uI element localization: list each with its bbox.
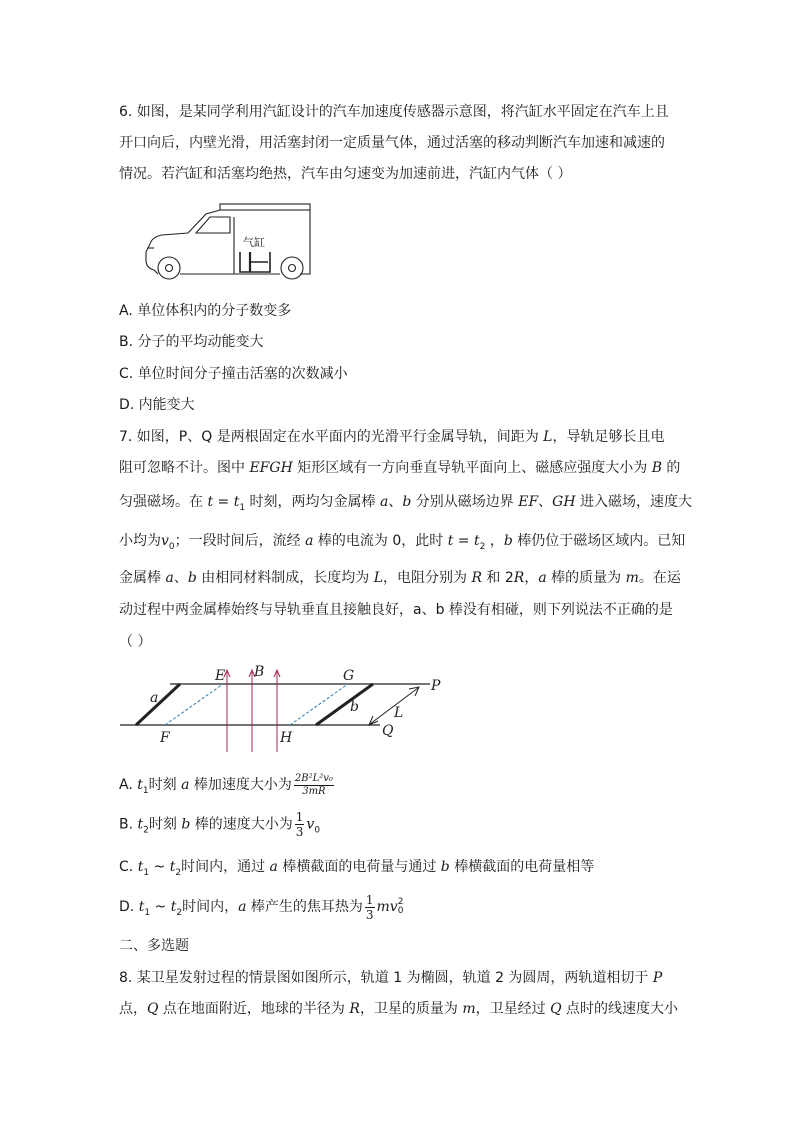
boundary-gh bbox=[290, 684, 348, 725]
q7-text-line-1: 7. 如图，P、Q 是两根固定在水平面内的光滑平行金属导轨，间距为 L，导轨足够长且电 bbox=[119, 429, 665, 445]
q7-text-line-7: （ ） bbox=[119, 634, 152, 650]
q6-text-line-3: 情况。若汽缸和活塞均绝热，汽车由匀速变为加速前进，汽缸内气体（ ） bbox=[119, 166, 572, 182]
q8-text-line-1: 8. 某卫星发射过程的情景图如图所示，轨道 1 为椭圆，轨道 2 为圆周，两轨道相切于 P bbox=[119, 970, 663, 986]
rear-wheel bbox=[281, 257, 303, 279]
heat-fraction: $\frac{1}{3}$ bbox=[365, 892, 374, 922]
q7-option-d[interactable]: D. $t_1$ ~ $t_2$时间内，a 棒产生的焦耳热为 $\frac{1}{3}$ mv 2 0 bbox=[119, 892, 404, 922]
accel-fraction: $\frac{\text{2B²L²v₀}}{3mR}$ bbox=[294, 772, 333, 797]
front-wheel bbox=[158, 257, 180, 279]
label-bar-a: a bbox=[150, 690, 159, 706]
label-q: Q bbox=[382, 723, 394, 739]
q6-option-a[interactable]: A. 单位体积内的分子数变多 bbox=[119, 303, 292, 319]
label-h: H bbox=[280, 730, 293, 746]
rails-figure bbox=[118, 660, 458, 760]
q7-text-line-6: 动过程中两金属棒始终与导轨垂直且接触良好，a、b 棒没有相碰，则下列说法不正确的是 bbox=[119, 602, 673, 618]
q7-text-line-4: 小均为$v_0$；一段时间后，流经 a 棒的电流为 0，此时 $t = t_2$ ，b 棒仍位于磁场区域内。已知 bbox=[119, 533, 686, 552]
bar-b bbox=[316, 684, 373, 725]
label-f: F bbox=[160, 730, 170, 746]
label-field-b: B bbox=[254, 664, 265, 680]
cylinder-label: 气缸 bbox=[243, 236, 265, 249]
car-roof-rack bbox=[220, 204, 310, 210]
speed-fraction: $\frac{1}{3}$ bbox=[295, 810, 304, 839]
q7-option-a[interactable]: A. $t_1$时刻 a 棒加速度大小为 $\frac{\text{2B²L²v₀}}{3mR}$ bbox=[119, 772, 333, 797]
q6-text-line-1: 6. 如图，是某同学利用汽缸设计的汽车加速度传感器示意图，将汽缸水平固定在汽车上且 bbox=[119, 104, 669, 120]
q7-text-line-5: 金属棒 a、b 由相同材料制成，长度均为 L，电阻分别为 R 和 2R，a 棒的质量为 m。在运 bbox=[119, 570, 681, 586]
q7-text-line-3: 匀强磁场。在 $t = t_1$ 时刻，两均匀金属棒 a、b 分别从磁场边界 EF、GH 进入磁场，速度大 bbox=[119, 494, 693, 513]
q6-text-line-2: 开口向后，内壁光滑，用活塞封闭一定质量气体，通过活塞的移动判断汽车加速和减速的 bbox=[119, 135, 665, 151]
section-heading: 二、多选题 bbox=[119, 938, 189, 954]
label-g: G bbox=[343, 668, 355, 684]
q7-option-c[interactable]: C. $t_1$ ~ $t_2$时间内，通过 a 棒横截面的电荷量与通过 b 棒横截面的电荷量相等 bbox=[119, 859, 595, 878]
q8-text-line-2: 点，Q 点在地面附近，地球的半径为 R，卫星的质量为 m，卫星经过 Q 点时的线速度大小 bbox=[119, 1001, 679, 1017]
label-l: L bbox=[394, 705, 404, 721]
car-cylinder-figure bbox=[140, 200, 325, 282]
q6-option-b[interactable]: B. 分子的平均动能变大 bbox=[119, 334, 264, 350]
q6-option-d[interactable]: D. 内能变大 bbox=[119, 397, 195, 413]
label-p: P bbox=[431, 678, 441, 694]
label-e: E bbox=[215, 668, 226, 684]
label-bar-b: b bbox=[350, 699, 359, 715]
q7-option-b[interactable]: B. $t_2$时刻 b 棒的速度大小为 $\frac{1}{3}$ $v_0$ bbox=[119, 810, 321, 839]
q6-option-c[interactable]: C. 单位时间分子撞击活塞的次数减小 bbox=[119, 366, 348, 382]
q7-text-line-2: 阻可忽略不计。图中 EFGH 矩形区域有一方向垂直导轨平面向上、磁感应强度大小为 B 的 bbox=[119, 460, 681, 476]
